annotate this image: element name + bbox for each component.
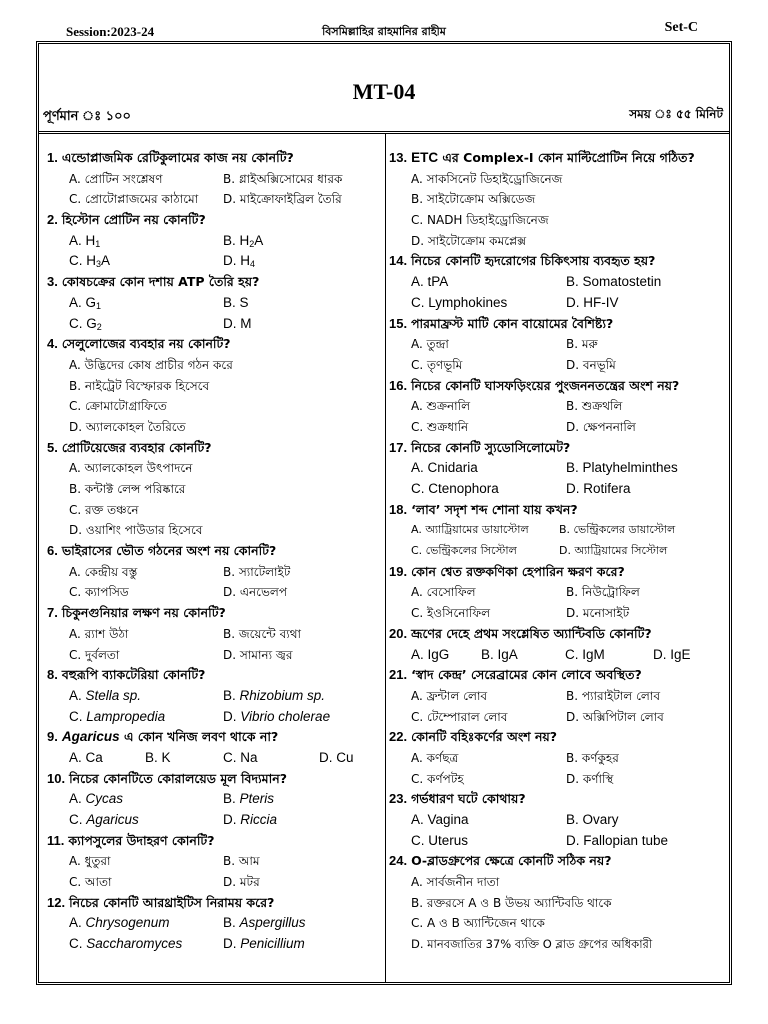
question-14 xyxy=(389,251,729,313)
option-d-subscript: 4 xyxy=(250,259,256,270)
option-d: D. এনভেলপ xyxy=(223,585,288,600)
question-16 xyxy=(389,376,729,438)
option-b-tail: A xyxy=(254,232,264,248)
question-number: 18. xyxy=(389,501,408,517)
question-text: ভ্রূণের দেহে প্রথম সংশ্লেষিত অ্যান্টিবডি কোনটি? xyxy=(411,625,652,641)
question-10 xyxy=(47,769,381,831)
question-4 xyxy=(47,334,381,437)
option-c: C. A ও B অ্যান্টিজেন থাকে xyxy=(411,916,545,931)
question-number: 15. xyxy=(389,315,408,331)
option-b xyxy=(223,789,274,810)
question-text: প্রোটিয়েজের ব্যবহার কোনটি? xyxy=(61,439,212,455)
option-d: D. M xyxy=(223,315,252,331)
option-a xyxy=(69,686,141,707)
question-number: 16. xyxy=(389,377,408,393)
option-c: C. IgM xyxy=(565,646,605,662)
question-number: 14. xyxy=(389,253,408,269)
option-a-subscript: 1 xyxy=(95,238,101,249)
option-c: C. রক্ত তঞ্চনে xyxy=(69,502,139,517)
question-12 xyxy=(47,893,381,955)
question-text: গর্ভধারণ ঘটে কোথায়? xyxy=(411,791,526,807)
option-c-letter: C. xyxy=(69,708,87,724)
option-c: C. Na xyxy=(223,749,258,765)
option-d: D. Cu xyxy=(319,749,354,765)
right-column xyxy=(389,148,729,955)
option-b-text: Aspergillus xyxy=(239,915,306,931)
option-b: B. কর্ণকুহর xyxy=(566,750,619,765)
question-number: 4. xyxy=(47,336,58,352)
header-divider xyxy=(39,131,729,134)
question-22 xyxy=(389,727,729,789)
question-23 xyxy=(389,789,729,851)
option-a: A. Cnidaria xyxy=(411,460,478,476)
option-c-subscript: 2 xyxy=(96,321,102,332)
option-b-subscript: 2 xyxy=(249,238,255,249)
option-b: B. প্যারাইটাল লোব xyxy=(566,688,661,703)
question-number: 3. xyxy=(47,274,58,290)
option-b: B. Somatostetin xyxy=(566,274,662,290)
option-b: B. মরু xyxy=(566,337,598,352)
option-b: B. Platyhelminthes xyxy=(566,460,678,476)
option-b xyxy=(223,231,263,252)
option-c xyxy=(69,810,139,831)
option-c-text: C. H xyxy=(69,253,96,269)
option-c: C. কর্ণপটহ xyxy=(411,771,464,786)
option-d-text: Riccia xyxy=(240,812,278,827)
question-number: 2. xyxy=(47,212,58,228)
top-strip xyxy=(0,0,768,40)
option-c: C. শুক্রধানি xyxy=(411,419,469,434)
option-d-letter: D. xyxy=(223,936,241,952)
option-c: C. প্রোটোপ্লাজমের কাঠামো xyxy=(69,192,199,207)
option-b: B. নিউট্রোফিল xyxy=(566,585,640,600)
option-a: A. Ca xyxy=(69,749,103,765)
option-a-letter: A. xyxy=(69,791,86,807)
option-c-subscript: 3 xyxy=(96,259,102,270)
question-11 xyxy=(47,831,381,893)
question-21 xyxy=(389,665,729,727)
option-d: D. সামান্য জ্বর xyxy=(223,647,293,662)
question-5 xyxy=(47,438,381,541)
question-number: 10. xyxy=(47,770,66,786)
question-text: সেলুলোজের ব্যবহার নয় কোনটি? xyxy=(61,336,231,352)
option-b: B. IgA xyxy=(481,646,518,662)
question-text: O-ব্লাডগ্রুপের ক্ষেত্রে কোনটি সঠিক নয়? xyxy=(411,853,612,869)
option-a: A. র‌্যাশ উঠা xyxy=(69,626,129,641)
option-d-letter: D. xyxy=(223,812,241,827)
option-c xyxy=(69,251,110,272)
option-c: C. টেম্পোরাল লোব xyxy=(411,709,508,724)
question-text: কোন শ্বেত রক্তকণিকা হেপারিন ক্ষরণ করে? xyxy=(411,563,625,579)
time-allowed: সময় ঃ ৫৫ মিনিট xyxy=(629,107,723,121)
question-number: 5. xyxy=(47,439,58,455)
question-9 xyxy=(47,727,381,768)
option-b: B. Ovary xyxy=(566,812,619,827)
option-a xyxy=(69,913,170,934)
option-b xyxy=(223,686,325,707)
option-a-text: A. G xyxy=(69,294,97,310)
question-text: ‘লাব’ সদৃশ শব্দ শোনা যায় কখন? xyxy=(411,501,578,517)
bismillah-heading: বিসমিল্লাহির রাহমানির রাহীম xyxy=(322,25,446,38)
option-c: C. ক্যাপসিড xyxy=(69,585,129,600)
option-d: D. মাইক্রোফাইব্রিল তৈরি xyxy=(223,192,342,207)
option-b: B. রক্তরসে A ও B উভয় অ্যান্টিবডি থাকে xyxy=(411,895,612,910)
option-c: C. দুর্বলতা xyxy=(69,647,120,662)
option-c-letter: C. xyxy=(69,812,87,827)
question-1 xyxy=(47,148,381,210)
option-a: A. শুক্রনালি xyxy=(411,399,471,414)
question-number: 19. xyxy=(389,563,408,579)
question-number: 7. xyxy=(47,605,58,621)
option-a: A. বেসোফিল xyxy=(411,585,476,600)
question-24 xyxy=(389,851,729,954)
option-c: C. Ctenophora xyxy=(411,481,499,496)
column-divider xyxy=(385,134,386,982)
option-b: B. নাইট্রেট বিস্ফোরক হিসেবে xyxy=(69,378,210,393)
question-text: নিচের কোনটিতে কোরালয়েড মূল বিদ্যমান? xyxy=(69,770,287,786)
question-text: এর Complex-I কোন মাল্টিপ্রোটিন নিয়ে গঠিত? xyxy=(438,150,695,165)
option-b-letter: B. xyxy=(223,687,240,703)
question-text: ‘স্বাদ কেন্দ্র’ সেরেব্রামের কোন লোবে অবস্থিত? xyxy=(411,667,642,683)
question-number: 20. xyxy=(389,625,408,641)
option-d xyxy=(223,810,277,831)
question-20 xyxy=(389,624,729,665)
option-b xyxy=(223,913,306,934)
option-c-letter: C. xyxy=(69,936,87,952)
option-a: A. প্রোটিন সংশ্লেষণ xyxy=(69,171,163,186)
option-d: D. কর্ণাস্থি xyxy=(566,771,614,786)
option-a-letter: A. xyxy=(69,687,86,703)
question-text: কোষচক্রের কোন দশায় ATP তৈরি হয়? xyxy=(61,274,260,290)
option-d xyxy=(223,934,305,955)
question-number: 1. xyxy=(47,150,58,165)
option-c: C. ইওসিনোফিল xyxy=(411,606,491,621)
option-a: A. কর্ণছত্র xyxy=(411,750,459,765)
question-text: এ কোন খনিজ লবণ থাকে না? xyxy=(119,729,279,745)
question-18 xyxy=(389,500,729,562)
option-c: C. Uterus xyxy=(411,832,469,848)
option-a xyxy=(69,789,123,810)
option-b: B. ভেন্ট্রিকলের ডায়াস্টোল xyxy=(559,523,676,537)
question-text: এন্ডোপ্লাজমিক রেটিকুলামের কাজ নয় কোনটি? xyxy=(61,150,294,165)
question-number: 21. xyxy=(389,667,408,683)
option-d: D. ওয়াশিং পাউডার হিসেবে xyxy=(69,523,203,538)
question-text: ভাইরাসের ভৌত গঠনের অংশ নয় কোনটি? xyxy=(61,543,277,559)
option-a-text: A. H xyxy=(69,232,96,248)
option-c xyxy=(69,707,165,728)
page-bottom-margin xyxy=(0,990,768,1024)
question-text: হিস্টোন প্রোটিন নয় কোনটি? xyxy=(61,212,206,228)
option-b: B. স্যাটেলাইট xyxy=(223,564,291,579)
option-c-text: Saccharomyces xyxy=(86,936,183,952)
option-d: D. অক্সিপিটাল লোব xyxy=(566,709,664,724)
question-number: 6. xyxy=(47,543,58,559)
option-b: B. শুক্রথলি xyxy=(566,399,623,414)
option-c: C. আতা xyxy=(69,875,112,890)
option-d xyxy=(223,251,255,272)
option-c xyxy=(69,314,102,335)
question-text: নিচের কোনটি হৃদরোগের চিকিৎসায় ব্যবহৃত হয়? xyxy=(411,253,656,269)
question-6 xyxy=(47,541,381,603)
option-b-letter: B. xyxy=(223,791,240,807)
question-number: 24. xyxy=(389,853,408,869)
option-a: A. সাকসিনেট ডিহাইড্রোজিনেজ xyxy=(411,171,563,186)
question-number: 17. xyxy=(389,439,408,455)
option-a: A. অ্যালকোহল উৎপাদনে xyxy=(69,461,193,476)
option-d: D. মটর xyxy=(223,875,260,890)
question-term: ETC xyxy=(411,150,439,165)
option-a: A. ফ্রন্টাল লোব xyxy=(411,688,488,703)
option-c-text: Lampropedia xyxy=(86,708,166,724)
question-2 xyxy=(47,210,381,272)
option-b-letter: B. xyxy=(223,915,240,931)
option-d: D. IgE xyxy=(653,646,691,662)
question-text: কোনটি বহিঃকর্ণের অংশ নয়? xyxy=(411,729,558,745)
option-a: A. IgG xyxy=(411,646,450,662)
option-b: B. K xyxy=(145,749,171,765)
option-a: A. সার্বজনীন দাতা xyxy=(411,875,500,890)
question-term: Agaricus xyxy=(61,729,120,745)
session-label: Session:2023-24 xyxy=(66,24,155,39)
option-a xyxy=(69,231,100,252)
question-number: 11. xyxy=(47,832,65,848)
option-b-text: Pteris xyxy=(239,791,275,807)
option-d-text: Penicillium xyxy=(240,936,305,952)
option-d-text: D. H xyxy=(223,253,250,269)
question-17 xyxy=(389,438,729,500)
question-number: 9. xyxy=(47,729,58,745)
question-3 xyxy=(47,272,381,334)
option-b-text: B. H xyxy=(223,232,250,248)
option-d: D. বনভূমি xyxy=(566,357,616,372)
question-text: নিচের কোনটি স্যুডোসিলোমেট? xyxy=(411,439,571,455)
set-label: Set-C xyxy=(664,20,698,35)
option-a-text: Stella sp. xyxy=(85,687,142,703)
option-a: A. তুন্দ্রা xyxy=(411,337,449,352)
option-d: D. HF-IV xyxy=(566,294,619,310)
option-a: A. Vagina xyxy=(411,812,469,827)
question-text: ক্যাপসুলের উদাহরণ কোনটি? xyxy=(68,832,215,848)
option-c-tail: A xyxy=(101,253,111,269)
question-paper-frame xyxy=(36,41,732,985)
option-a: A. tPA xyxy=(411,274,449,290)
option-d xyxy=(223,707,330,728)
option-d: D. অ্যাট্রিয়ামের সিস্টোল xyxy=(559,544,668,558)
option-d: D. মনোসাইট xyxy=(566,606,630,621)
question-number: 13. xyxy=(389,150,408,165)
option-d-text: Vibrio cholerae xyxy=(240,708,331,724)
option-b: B. আম xyxy=(223,854,260,869)
question-text: বহুরূপি ব্যাকটেরিয়া কোনটি? xyxy=(61,667,206,683)
option-c: C. ক্রোমাটোগ্রাফিতে xyxy=(69,399,167,414)
question-text: চিকুনগুনিয়ার লক্ষণ নয় কোনটি? xyxy=(61,605,226,621)
option-d: D. Rotifera xyxy=(566,481,631,496)
option-c-text: Agaricus xyxy=(86,812,139,827)
left-column xyxy=(47,148,381,955)
option-a: A. ধুতুরা xyxy=(69,854,111,869)
option-b: B. সাইটোক্রোম অক্সিডেজ xyxy=(411,192,536,207)
option-c-text: C. G xyxy=(69,315,97,331)
question-number: 8. xyxy=(47,667,58,683)
option-d: D. Fallopian tube xyxy=(566,832,669,848)
option-b-text: Rhizobium sp. xyxy=(239,687,326,703)
option-a-text: Chrysogenum xyxy=(85,915,170,931)
question-number: 23. xyxy=(389,791,408,807)
option-d: D. অ্যালকোহল তৈরিতে xyxy=(69,419,186,434)
exam-code: MT-04 xyxy=(352,79,416,104)
question-text: নিচের কোনটি ঘাসফড়িংয়ের পুংজননতন্ত্রের অংশ নয়? xyxy=(411,377,680,393)
option-c: C. Lymphokines xyxy=(411,294,508,310)
question-13 xyxy=(389,148,729,251)
option-c: C. NADH ডিহাইড্রোজিনেজ xyxy=(411,213,549,228)
question-number: 22. xyxy=(389,729,408,745)
option-a xyxy=(69,293,101,314)
option-a: A. কেন্দ্রীয় বস্তু xyxy=(69,564,138,579)
option-b: B. S xyxy=(223,294,249,310)
question-text: পারমাফ্রস্ট মাটি কোন বায়োমের বৈশিষ্ট্য? xyxy=(411,315,614,331)
question-15 xyxy=(389,314,729,376)
option-a-letter: A. xyxy=(69,915,86,931)
option-d: D. সাইটোক্রোম কমপ্লেক্স xyxy=(411,233,527,248)
option-d: D. ক্ষেপননালি xyxy=(566,419,636,434)
option-a-subscript: 1 xyxy=(96,300,102,311)
option-c: C. ভেন্ট্রিকলের সিস্টোল xyxy=(411,544,517,558)
option-c xyxy=(69,934,182,955)
option-a: A. উদ্ভিদের কোষ প্রাচীর গঠন করে xyxy=(69,357,233,372)
question-number: 12. xyxy=(47,894,66,910)
question-text: নিচের কোনটি আরথ্রাইটিস নিরাময় করে? xyxy=(69,894,275,910)
option-b: B. জয়েন্টে ব্যথা xyxy=(223,626,301,641)
full-marks: পূর্ণমান ঃ ১০০ xyxy=(43,109,132,124)
question-19 xyxy=(389,562,729,624)
option-a-text: Cycas xyxy=(85,791,124,807)
option-a: A. অ্যাট্রিয়ামের ডায়াস্টোল xyxy=(411,523,529,537)
option-c: C. তৃণভূমি xyxy=(411,357,463,372)
option-d: D. মানবজাতির 37% ব্যক্তি O ব্লাড গ্রুপের অধিকারী xyxy=(411,937,653,952)
option-b: B. গ্লাইঅক্সিসোমের ধারক xyxy=(223,171,343,186)
question-7 xyxy=(47,603,381,665)
option-d-letter: D. xyxy=(223,708,241,724)
question-8 xyxy=(47,665,381,727)
option-b: B. কন্টাক্ট লেন্স পরিষ্কারে xyxy=(69,482,186,496)
